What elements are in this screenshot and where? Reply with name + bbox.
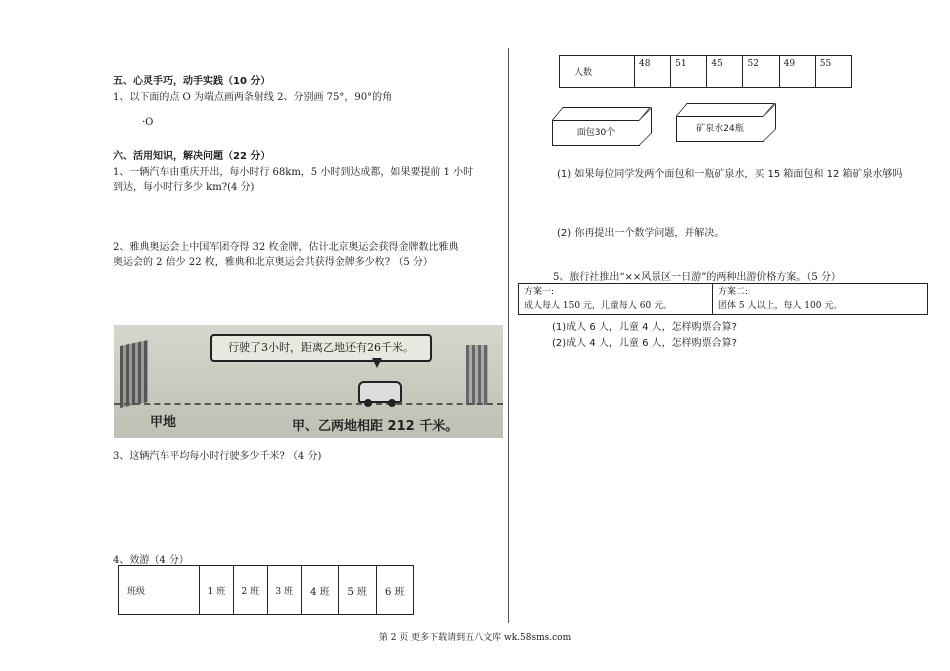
question5-2: (2)成人 4 人，儿童 6 人，怎样购票合算? xyxy=(552,338,737,349)
people-cell: 49 xyxy=(779,56,815,88)
people-cell: 52 xyxy=(743,56,779,88)
plan-table xyxy=(518,283,928,315)
class-cell: 2 班 xyxy=(233,566,267,615)
point-o-label: ·O xyxy=(142,117,154,128)
plan1-detail: 成人每人 150 元，儿童每人 60 元。 xyxy=(524,301,673,311)
question4: 4、效游（4 分） xyxy=(113,555,189,566)
question5-1: (1)成人 6 人，儿童 4 人，怎样购票合算? xyxy=(552,322,737,333)
class-cell: 4 班 xyxy=(301,566,338,615)
question5: 5、旅行社推出“××风景区一日游”的两种出游价格方案。（5 分） xyxy=(553,272,841,283)
water-box-top xyxy=(676,103,775,116)
people-cell: 55 xyxy=(815,56,851,88)
people-cell: 45 xyxy=(707,56,743,88)
question3: 3、这辆汽车平均每小时行驶多少千米? （4 分) xyxy=(113,451,322,462)
class-cell: 6 班 xyxy=(376,566,414,615)
class-cell: 5 班 xyxy=(339,566,376,615)
plan1-title: 方案一: xyxy=(524,287,555,297)
people-cell: 48 xyxy=(635,56,671,88)
building-left-image xyxy=(120,340,148,408)
car-icon xyxy=(358,381,402,403)
column-divider xyxy=(508,48,509,623)
car-travel-illustration xyxy=(114,325,503,438)
place-jia-label: 甲地 xyxy=(150,415,177,430)
class-cell: 1 班 xyxy=(200,566,234,615)
section5-title: 五、心灵手巧，动手实践（10 分） xyxy=(113,76,271,87)
distance-label: 甲、乙两地相距 212 千米。 xyxy=(292,419,459,434)
speech-bubble-tail xyxy=(372,358,382,368)
page-footer: 第 2 页 更多下载请到五八文库 wk.58sms.com xyxy=(378,633,572,643)
question2-line2: 奥运会的 2 倍少 22 枚，雅典和北京奥运会共获得金牌多少枚? （5 分） xyxy=(113,257,433,268)
question1-line2: 到达，每小时行多少 km?(4 分) xyxy=(113,182,255,193)
plan1-cell xyxy=(519,284,713,315)
question-a: (1) 如果每位同学发两个面包和一瓶矿泉水，买 15 箱面包和 12 箱矿泉水够吗 xyxy=(557,169,903,180)
section6-title: 六、活用知识，解决问题（22 分） xyxy=(113,151,271,162)
question-b: (2) 你再提出一个数学问题，并解决。 xyxy=(557,228,725,239)
plan2-cell xyxy=(713,284,928,315)
water-box: 矿泉水24瓶 xyxy=(676,116,764,142)
class-cell: 3 班 xyxy=(267,566,301,615)
speech-bubble: 行驶了3小时，距离乙地还有26千米。 xyxy=(210,334,432,362)
class-table-header: 班级 xyxy=(119,566,200,615)
bread-box-top xyxy=(552,107,651,120)
building-right-image xyxy=(466,345,488,405)
bread-box: 面包30个 xyxy=(552,120,640,146)
class-table xyxy=(118,565,414,615)
people-cell: 51 xyxy=(671,56,707,88)
people-table-header: 人数 xyxy=(560,56,635,88)
plan2-detail: 团体 5 人以上，每人 100 元。 xyxy=(718,301,843,311)
question1-line1: 1、一辆汽车由重庆开出，每小时行 68km，5 小时到达成都，如果要提前 1 小时 xyxy=(113,167,474,178)
question2-line1: 2、雅典奥运会上中国军团夺得 32 枚金牌，估计北京奥运会获得金牌数比雅典 xyxy=(113,242,459,253)
people-table xyxy=(559,55,852,88)
plan2-title: 方案二: xyxy=(718,287,749,297)
section5-question: 1、以下面的点 O 为端点画两条射线 2、分别画 75°，90°的角 xyxy=(113,92,393,103)
road-line xyxy=(114,403,503,406)
